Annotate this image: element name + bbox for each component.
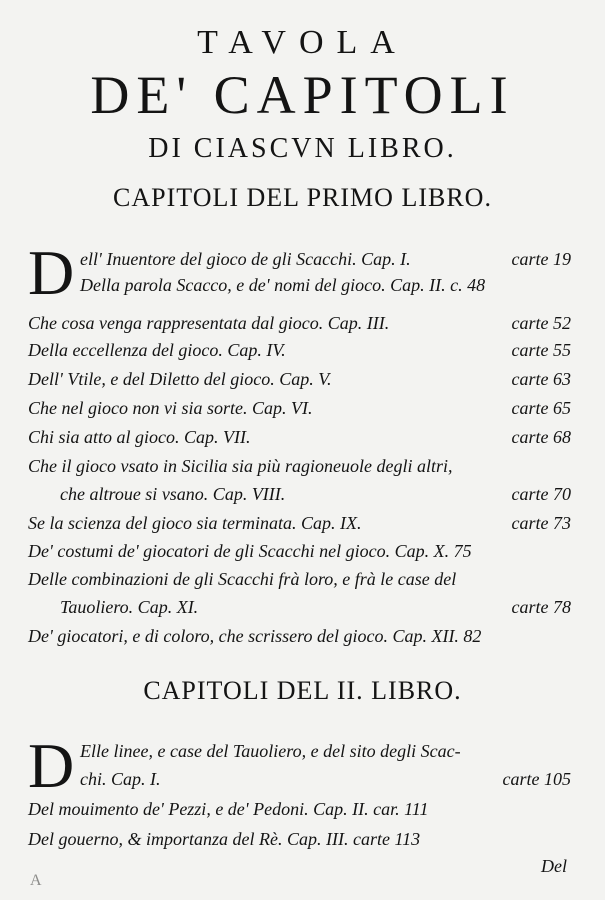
toc-entry: Se la scienza del gioco sia terminata. Cap. IX. carte 73 — [28, 513, 571, 533]
toc-entry: Chi sia atto al gioco. Cap. VII. carte 68 — [28, 427, 571, 447]
toc-entry: ell' Inuentore del gioco de gli Scacchi. Cap. I. carte 19 — [80, 249, 571, 269]
toc-entry: Delle combinazioni de gli Scacchi frà loro, e frà le case del — [28, 569, 457, 589]
toc-entry: Elle linee, e case del Tauoliero, e del sito degli Scac- — [80, 741, 461, 761]
toc-entry: che altroue si vsano. Cap. VIII. carte 70 — [60, 484, 571, 504]
book2-drop-initial: D — [28, 730, 75, 801]
toc-entry: De' costumi de' giocatori de gli Scacchi nel gioco. Cap. X. 75 — [28, 541, 472, 561]
signature-mark: A — [30, 872, 42, 889]
book1-heading: CAPITOLI DEL PRIMO LIBRO. — [113, 183, 492, 212]
toc-entry: De' giocatori, e di coloro, che scrissero del gioco. Cap. XII. 82 — [28, 626, 482, 646]
toc-entry: Che il gioco vsato in Sicilia sia più ragioneuole degli altri, — [28, 456, 453, 476]
catchword: Del — [541, 856, 567, 876]
toc-entry: Dell' Vtile, e del Diletto del gioco. Cap. V. carte 63 — [28, 369, 571, 389]
book2-heading: CAPITOLI DEL II. LIBRO. — [143, 676, 462, 705]
title-ciascun-libro: DI CIASCVN LIBRO. — [148, 133, 457, 164]
toc-entry: chi. Cap. I. carte 105 — [80, 769, 571, 789]
toc-entry: Tauoliero. Cap. XI. carte 78 — [60, 597, 571, 617]
toc-entry: Della parola Scacco, e de' nomi del gioco. Cap. II. c. 48 — [80, 275, 486, 295]
toc-entry: Del gouerno, & importanza del Rè. Cap. III. carte 113 — [28, 829, 421, 849]
toc-entry: Che cosa venga rappresentata dal gioco. Cap. III. carte 52 — [28, 313, 571, 333]
toc-entry: Della eccellenza del gioco. Cap. IV. carte 55 — [28, 340, 571, 360]
toc-entry: Del mouimento de' Pezzi, e de' Pedoni. Cap. II. car. 111 — [28, 799, 429, 819]
toc-entry: Che nel gioco non vi sia sorte. Cap. VI. carte 65 — [28, 398, 571, 418]
title-capitoli: DE' CAPITOLI — [90, 65, 515, 125]
book1-drop-initial: D — [28, 237, 75, 308]
title-tavola: TAVOLA — [197, 24, 408, 61]
